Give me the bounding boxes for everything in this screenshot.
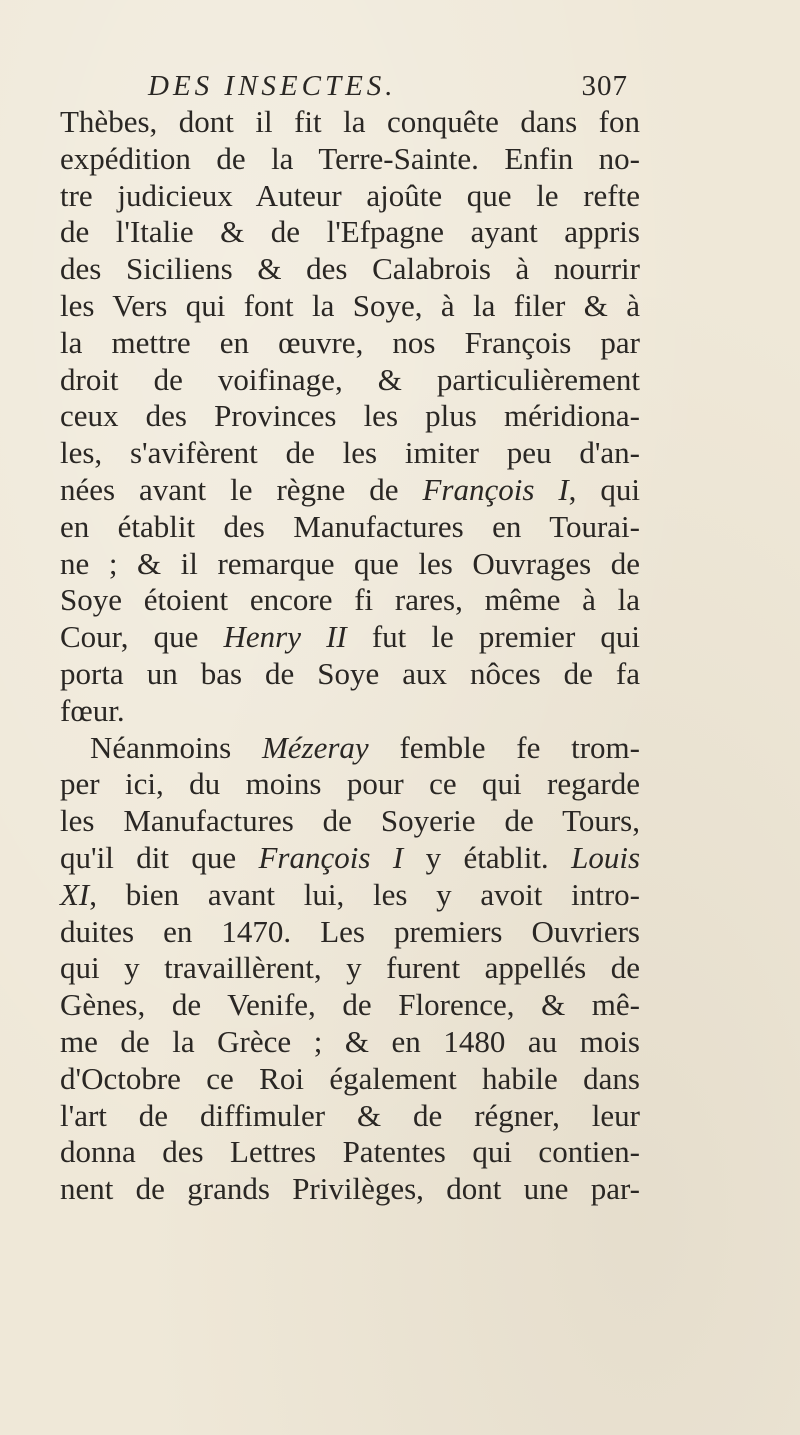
text-run: Cour, que — [60, 619, 224, 655]
text-line: des Siciliens & des Calabrois à nourrir — [60, 251, 640, 287]
text-line: ne ; & il remarque que les Ouvrages de — [60, 545, 640, 581]
text-line: les, s'avifèrent de les imiter peu d'an- — [60, 435, 640, 471]
running-head-title: DES INSECTES. — [148, 70, 397, 102]
text-line: expédition de la Terre-Sainte. Enfin no- — [60, 140, 640, 176]
body-text — [60, 104, 640, 1208]
text-run: qu'il dit que — [60, 839, 259, 875]
text-line: la mettre en œuvre, nos François par — [60, 324, 640, 360]
text-line — [60, 840, 640, 877]
text-line: per ici, du moins pour ce qui regarde — [60, 766, 640, 802]
text-line: Thèbes, dont il fit la conquête dans fon — [60, 104, 640, 139]
text-run: , qui — [568, 471, 640, 507]
text-line: donna des Lettres Patentes qui contien- — [60, 1134, 640, 1170]
text-line: les Vers qui font la Soye, à la filer & à — [60, 287, 640, 323]
text-line: ceux des Provinces les plus méridiona- — [60, 398, 640, 434]
text-run: femble fe trom- — [368, 729, 640, 765]
text-line: droit de voifinage, & particulièrement — [60, 361, 640, 397]
text-line: Soye étoient encore fi rares, même à la — [60, 582, 640, 618]
text-line: en établit des Manufactures en Tourai- — [60, 508, 640, 544]
page-number: 307 — [581, 70, 628, 102]
text-line: Gènes, de Venife, de Florence, & mê- — [60, 987, 640, 1023]
italic-name: François I — [422, 471, 569, 507]
text-line: me de la Grèce ; & en 1480 au mois — [60, 1023, 640, 1059]
italic-name: Henry II — [223, 619, 347, 655]
text-run: fut le premier qui — [346, 619, 640, 655]
text-line: les Manufactures de Soyerie de Tours, — [60, 803, 640, 839]
italic-name: François I — [258, 839, 404, 875]
italic-name: Louis — [571, 839, 641, 875]
text-line: porta un bas de Soye aux nôces de fa — [60, 655, 640, 691]
text-run: Néanmoins — [90, 729, 262, 765]
text-line: nent de grands Privilèges, dont une par- — [60, 1171, 640, 1207]
text-line: qui y travaillèrent, y furent appellés de — [60, 950, 640, 986]
text-run: y établit. — [403, 839, 572, 875]
text-line — [60, 877, 640, 914]
italic-name: Mézeray — [261, 729, 369, 765]
text-line — [60, 472, 640, 509]
text-line: tre judicieux Auteur ajoûte que le refte — [60, 177, 640, 213]
text-run: nées avant le règne de — [60, 471, 423, 507]
text-run: , bien avant lui, les y avoit intro- — [89, 876, 640, 912]
text-line: de l'Italie & de l'Efpagne ayant appris — [60, 214, 640, 250]
text-line: l'art de diffimuler & de régner, leur — [60, 1097, 640, 1133]
text-line — [60, 730, 640, 767]
text-line: d'Octobre ce Roi également habile dans — [60, 1060, 640, 1096]
text-line: fœur. — [60, 692, 125, 728]
text-line: duites en 1470. Les premiers Ouvriers — [60, 913, 640, 949]
text-line — [60, 619, 640, 656]
italic-name: XI — [60, 876, 90, 912]
